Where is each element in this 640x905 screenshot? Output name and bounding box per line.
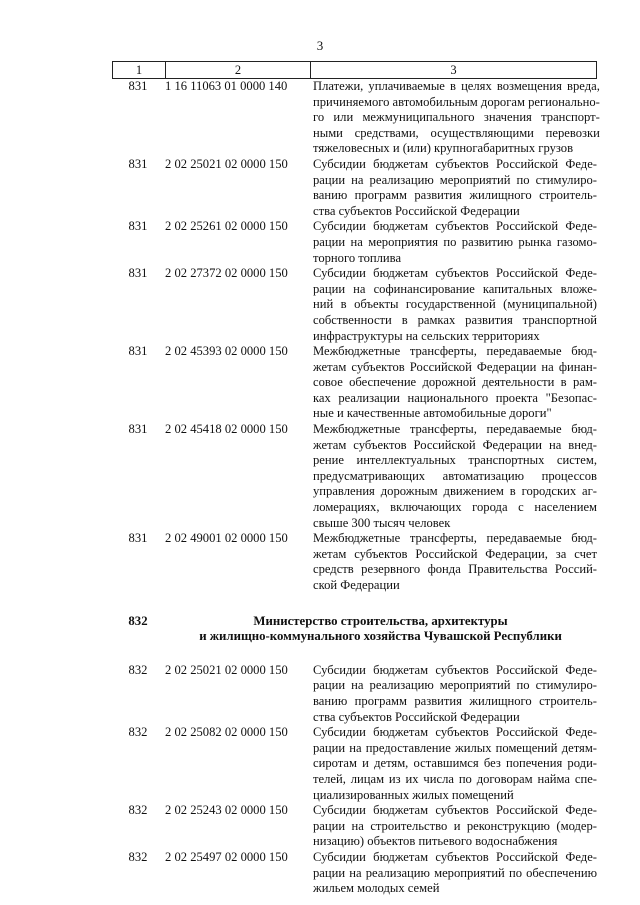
description-cell: [309, 79, 600, 157]
header-col-1: 1: [113, 62, 166, 78]
admin-code-cell: 831: [128, 266, 148, 281]
description-line: Субсидии бюджетам субъектов Российской Феде-: [313, 156, 597, 171]
table-row: [112, 531, 597, 593]
description-line: рации на предоставление жилых помещений детям-: [313, 740, 597, 755]
description-line: ванию программ развития жилищного строитель-: [313, 188, 597, 203]
description-line: торного топлива: [313, 250, 402, 265]
description-line: ные и качественные автомобильные дороги": [313, 406, 552, 421]
description-line: совое обеспечение дорожной деятельности в рам-: [313, 375, 597, 390]
description-line: ской Федерации: [313, 578, 400, 592]
description-line: жильем молодых семей: [313, 881, 440, 896]
description-line: свыше 300 тысяч человек: [313, 515, 451, 530]
description-line: телей, лицам из их числа по договорам найма спе-: [313, 771, 597, 786]
revenue-code-cell: 2 02 27372 02 0000 150: [165, 266, 288, 281]
header-col-3: 3: [450, 63, 457, 77]
table-row: [112, 850, 597, 897]
revenue-code-cell: 2 02 25082 02 0000 150: [165, 725, 288, 740]
revenue-code-cell: 2 02 49001 02 0000 150: [165, 531, 288, 546]
description-line: Субсидии бюджетам субъектов Российской Феде-: [313, 219, 597, 234]
table-row: [112, 725, 597, 803]
description-line: го или межмуниципального значения транспорт-: [313, 110, 600, 125]
description-line: циализированных жилых помещений: [313, 787, 514, 802]
description-line: рации на мероприятия по развитию рынка газомо-: [313, 234, 597, 249]
revenue-code-cell: 2 02 25021 02 0000 150: [165, 156, 288, 171]
table-row: [112, 79, 600, 157]
table-row: [112, 422, 597, 531]
admin-code-cell: 831: [128, 79, 148, 93]
section-title: [164, 614, 597, 645]
description-cell: [309, 344, 597, 422]
description-line: ства субъектов Российской Федерации: [313, 709, 520, 724]
rows-group-832: [112, 663, 597, 897]
description-line: Межбюджетные трансферты, передаваемые бюд-: [313, 422, 597, 437]
description-cell: [309, 663, 597, 725]
description-line: средств резервного фонда Правительства Россий-: [313, 562, 597, 577]
description-cell: [309, 531, 597, 593]
description-line: рации на софинансирование капитальных вложе-: [313, 281, 597, 296]
description-line: Субсидии бюджетам субъектов Российской Феде-: [313, 725, 597, 740]
revenue-code-cell: 2 02 25021 02 0000 150: [165, 662, 288, 677]
description-line: ными средствами, осуществляющими перевозки: [313, 125, 600, 140]
section-title-line-2: и жилищно-коммунального хозяйства Чувашской Республики: [199, 629, 562, 644]
description-line: ства субъектов Российской Федерации: [313, 203, 520, 218]
table-row: [112, 219, 597, 266]
description-line: Субсидии бюджетам субъектов Российской Феде-: [313, 803, 597, 818]
admin-code-cell: 832: [128, 849, 148, 864]
admin-code-cell: 832: [128, 803, 148, 818]
revenue-code-cell: 2 02 25243 02 0000 150: [165, 803, 288, 818]
description-line: рации на реализацию мероприятий по обеспечению: [313, 865, 597, 880]
description-line: жетам субъектов Российской Федерации на внед-: [313, 437, 597, 452]
admin-code-cell: 831: [128, 344, 148, 359]
description-line: рации на строительство и реконструкцию (модер-: [313, 818, 597, 833]
description-line: управления дорожным движением в городских аг-: [313, 484, 597, 499]
description-line: ний в объекты государственной (муниципальной): [313, 297, 597, 312]
admin-code-cell: 831: [128, 156, 148, 171]
admin-code-cell: 832: [128, 725, 148, 740]
revenue-code-cell: 2 02 25261 02 0000 150: [165, 219, 288, 234]
rows-group-831: [112, 79, 600, 594]
description-line: ках реализации национального проекта "Безопас-: [313, 390, 597, 405]
description-line: Субсидии бюджетам субъектов Российской Феде-: [313, 266, 597, 281]
section-header-832: [112, 614, 597, 645]
revenue-code-cell: 2 02 45393 02 0000 150: [165, 344, 288, 359]
description-line: Субсидии бюджетам субъектов Российской Феде-: [313, 849, 597, 864]
table-row: [112, 266, 597, 344]
admin-code-cell: 831: [128, 531, 148, 546]
description-line: рение интеллектуальных транспортных систем,: [313, 453, 597, 468]
section-admin-code: 832: [128, 613, 148, 628]
revenue-codes-table: [112, 61, 600, 897]
description-cell: [309, 803, 597, 850]
admin-code-cell: 831: [128, 422, 148, 437]
revenue-code-cell: 1 16 11063 01 0000 140: [165, 79, 288, 93]
revenue-code-cell: 2 02 45418 02 0000 150: [165, 422, 288, 437]
description-line: Субсидии бюджетам субъектов Российской Феде-: [313, 662, 597, 677]
description-line: рации на реализацию мероприятий по стимулиро-: [313, 678, 597, 693]
admin-code-cell: 831: [128, 219, 148, 234]
description-cell: [309, 422, 597, 531]
description-line: ванию программ развития жилищного строитель-: [313, 693, 597, 708]
description-line: тяжеловесных и (или) крупногабаритных грузов: [313, 141, 574, 156]
description-line: предусматривающих автоматизацию процессов: [313, 468, 597, 483]
description-line: жетам субъектов Российской Федерации на финан-: [313, 359, 597, 374]
description-line: жетам субъектов Российской Федерации, за счет: [313, 546, 597, 561]
table-row: [112, 663, 597, 725]
description-line: Платежи, уплачиваемые в целях возмещения вреда,: [313, 79, 600, 93]
table-row: [112, 803, 597, 850]
table-row: [112, 344, 597, 422]
description-cell: [309, 850, 597, 897]
page-number: 3: [316, 38, 324, 53]
description-cell: [309, 266, 597, 344]
description-cell: [309, 157, 597, 219]
description-line: ломерациях, включающих города с населением: [313, 500, 597, 515]
description-line: собственности в рамках развития транспортной: [313, 312, 597, 327]
table-header: [112, 61, 597, 79]
description-line: низацию) объектов питьевого водоснабжения: [313, 834, 558, 849]
description-line: рации на реализацию мероприятий по стимулиро-: [313, 172, 597, 187]
description-line: инфраструктуры на сельских территориях: [313, 328, 540, 343]
description-cell: [309, 725, 597, 803]
description-line: Межбюджетные трансферты, передаваемые бюд-: [313, 344, 597, 359]
description-cell: [309, 219, 597, 266]
section-title-line-1: Министерство строительства, архитектуры: [253, 613, 508, 628]
description-line: Межбюджетные трансферты, передаваемые бюд-: [313, 531, 597, 546]
table-row: [112, 157, 597, 219]
description-line: сиротам и детям, оставшимся без попечения роди-: [313, 756, 597, 771]
revenue-code-cell: 2 02 25497 02 0000 150: [165, 849, 288, 864]
header-col-2: 2: [166, 62, 311, 78]
description-line: причиняемого автомобильным дорогам регионально-: [313, 94, 600, 109]
admin-code-cell: 832: [128, 662, 148, 677]
